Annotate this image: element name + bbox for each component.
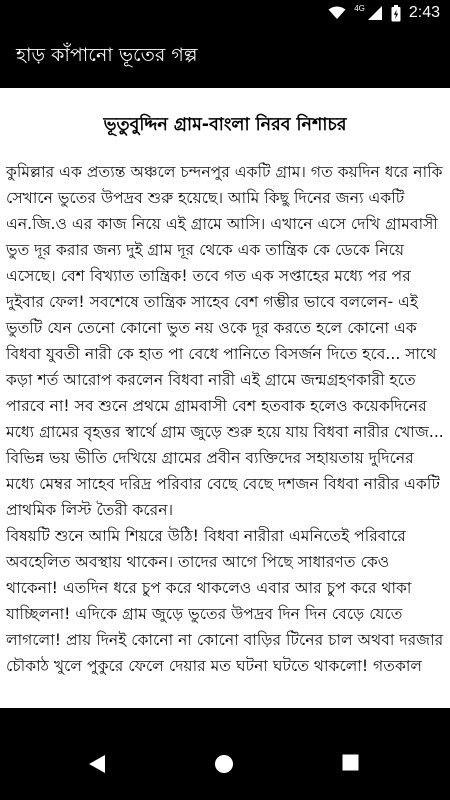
wifi-icon xyxy=(328,6,346,20)
story-paragraph-1: কুমিল্লার এক প্রত্যন্ত অঞ্চলে চন্দনপুর একটি গ্রাম। গত কয়দিন ধরে নাকি সেখানে ভুতের উপদ্রব শুরু হয়েছে। আমি কিছু দিনের জন্য একটি এন.জি.ও এর কাজ নিয়ে এই গ্রামে আসি। এখানে এসে দেখি গ্রামবাসী ভুত দূর করার জন্য দুই গ্রাম দূর থেকে এক তান্ত্রিক কে ডেকে নিয়ে এসেছে। বেশ বিখ্যাত তান্ত্রিক! তবে গত এক সপ্তাহের মধ্যে পর পর দুইবার ফেল! সবশেষে তান্ত্রিক সাহেব বেশ গম্ভীর ভাবে বললেন- এই ভুতটি যেন তেনো কোনো ভুত নয় ওকে দূর করতে হলে কোনো এক বিধবা যুবতী নারী কে হাত পা বেধে পানিতে বিসর্জন দিতে হবে... সাথে কড়া শর্ত আরোপ করলেন বিধবা নারী এই গ্রামে জন্মগ্রহণকারী হতে পারবে না! সব শুনে প্রথমে গ্রামবাসী বেশ হতবাক হলেও কয়েকদিনের মধ্যে গ্রামের বৃহত্তর স্বার্থে গ্রাম জুড়ে শুরু হয়ে যায় বিধবা নারীর খোজ... বিভিন্ন ভয় ভীতি দেখিয়ে গ্রামের প্রবীন ব্যক্তিদের সহায়তায় দুদিনের মধ্যে মেম্বর সাহেব দরিদ্র পরিবার বেছে বেছে দশজন বিধবা নারীর একটি প্রাথমিক লিস্ট তৈরী করেন। xyxy=(6,163,444,519)
battery-icon xyxy=(391,5,401,22)
status-bar xyxy=(0,0,450,26)
status-icons xyxy=(328,0,440,26)
app-bar xyxy=(0,26,450,88)
back-button[interactable] xyxy=(88,754,106,778)
home-icon xyxy=(214,754,234,778)
cellular-signal-icon xyxy=(367,5,383,21)
story-paragraph-2: বিষয়টি শুনে আমি শিয়রে উঠি! বিধবা নারীরা এমনিতেই পরিবারে অবহেলিত অবস্থায় থাকেন। তাদের আগে পিছে সাধারণত কেও থাকেনা! এতদিন ধরে চুপ করে থাকলেও এবার আর চুপ করে থাকা যাচ্ছিলনা! এদিকে গ্রাম জুড়ে ভুতের উপদ্রব দিন দিন বেড়ে যেতে লাগলো! প্রায় দিনই কোনো না কোনো বাড়ির টিনের চাল অথবা দরজার চৌকাঠ খুলে পুকুরে ফেলে দেয়ার মত ঘটনা ঘটতে থাকলো! গতকাল xyxy=(6,527,444,675)
navigation-bar xyxy=(0,708,450,800)
network-type-label: 4G xyxy=(354,4,365,13)
home-button[interactable] xyxy=(214,754,234,778)
story-body xyxy=(0,159,450,679)
recents-button[interactable] xyxy=(342,754,359,775)
status-time: 2:43 xyxy=(408,4,440,21)
recents-icon xyxy=(342,754,359,775)
app-title: হাড় কাঁপানো ভূতের গল্প xyxy=(16,44,198,66)
story-heading: ভূতুবুদ্দিন গ্রাম-বাংলা নিরব নিশাচর xyxy=(103,115,347,135)
back-icon xyxy=(88,754,106,778)
story-content[interactable] xyxy=(0,88,450,708)
